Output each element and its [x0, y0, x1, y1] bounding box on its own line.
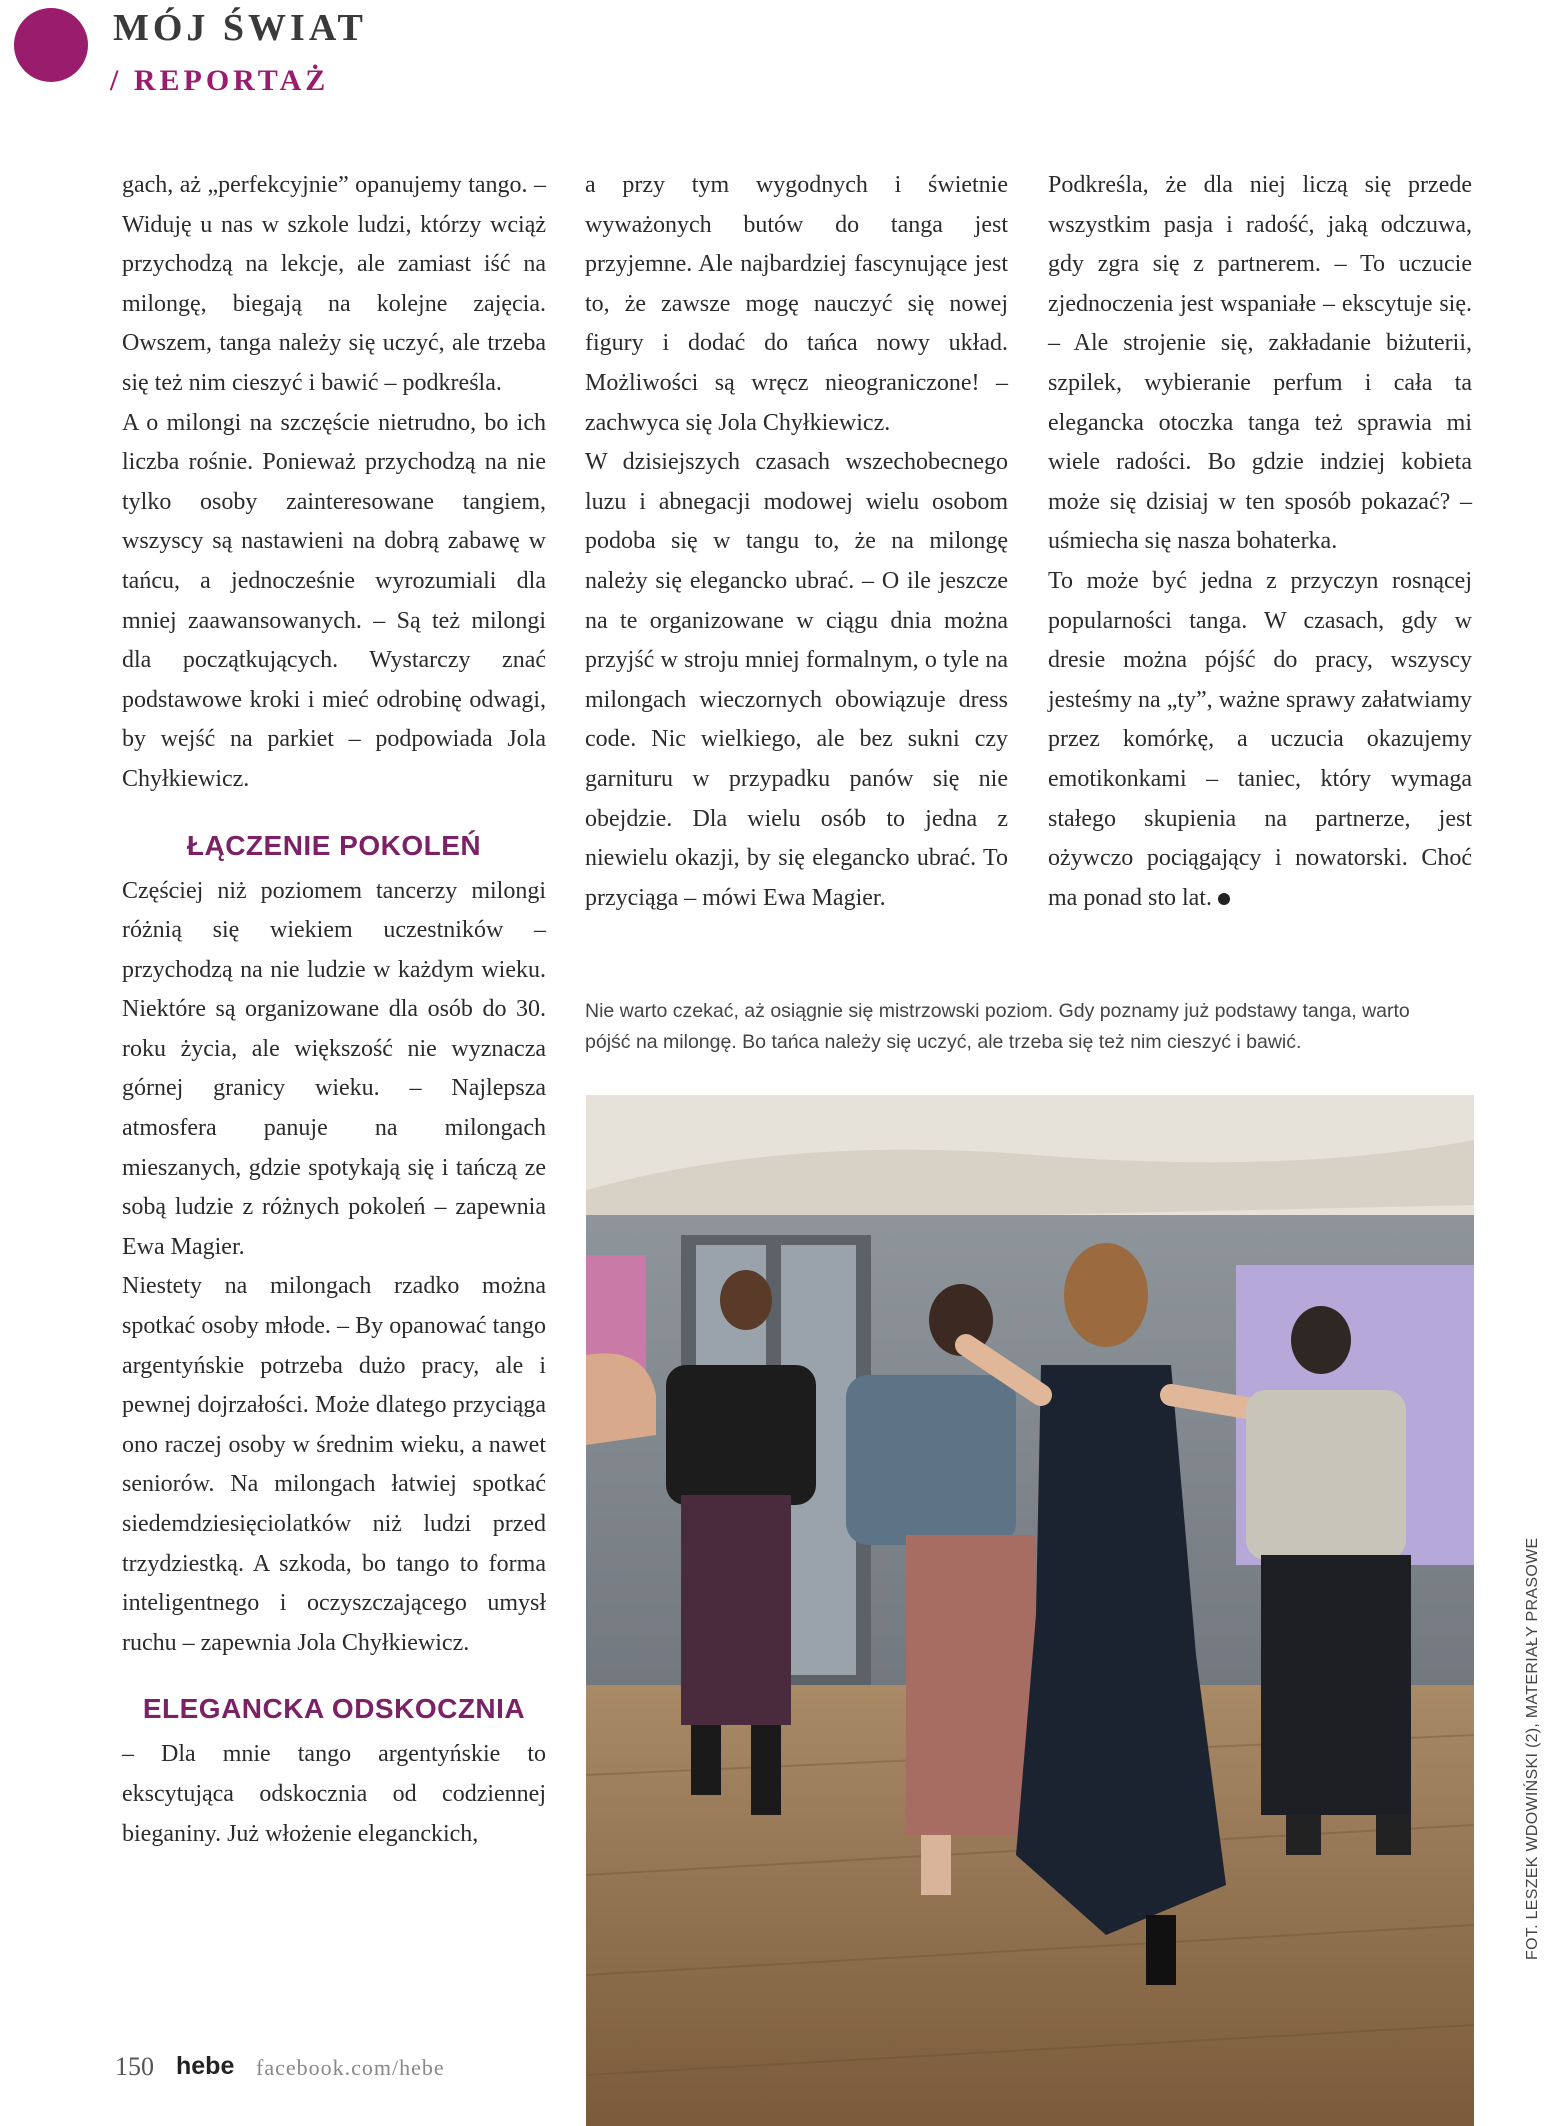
paragraph: a przy tym wygodnych i świetnie wyważonych butów do tanga jest przyjemne. Ale najbardziej fascynujące jest to, że zawsze mogę nauczyć się nowej figury i dodać do tańca nowy układ. Możliwości są wręcz nieograniczone! – zachwyca się Jola Chyłkiewicz.: [585, 172, 1008, 436]
tango-class-photo: [586, 1095, 1474, 2126]
paragraph: Częściej niż poziomem tancerzy milongi różnią się wiekiem uczestników – przychodzą na nie ludzie w każdym wieku. Niektóre są organizowane dla osób do 30. roku życia, ale większość nie wyznacza górnej granicy wieku. – Najlepsza atmosfera panuje na milongach mieszanych, gdzie spotykają się i tańczą ze sobą ludzie z różnych pokoleń – zapewnia Ewa Magier.: [122, 877, 546, 1260]
brand-logo: hebe: [176, 2052, 235, 2080]
article-column-2: [585, 166, 1008, 918]
paragraph: – Dla mnie tango argentyńskie to ekscytująca odskocznia od codziennej bieganiny. Już włożenie eleganckich,: [122, 1741, 546, 1847]
article-column-3: [1048, 166, 1472, 918]
paragraph: Podkreśla, że dla niej liczą się przede wszystkim pasja i radość, jaką odczuwa, gdy zgra się z partnerem. – To uczucie zjednoczenia jest wspaniałe – ekscytuje się. – Ale strojenie się, zakładanie biżuterii, szpilek, wybieranie perfum i cała ta elegancka otoczka tanga też sprawia mi wiele radości. Bo gdzie indziej kobieta może się dzisiaj w ten sposób pokazać? – uśmiecha się nasza bohaterka.: [1048, 172, 1472, 555]
paragraph-text: To może być jedna z przyczyn rosnącej popularności tanga. W czasach, gdy w dresie można pójść do pracy, wszyscy jesteśmy na „ty”, ważne sprawy załatwiamy przez komórkę, a uczucia okazujemy emotikonkami – taniec, który wymaga stałego skupienia na partnerze, jest ożywczo pociągający i nowatorski. Choć ma ponad sto lat.: [1048, 567, 1472, 911]
subheading: ELEGANCKA ODSKOCZNIA: [142, 1693, 526, 1725]
footer-url: facebook.com/hebe: [256, 2055, 445, 2080]
paragraph: Niestety na milongach rzadko można spotkać osoby młode. – By opanować tango argentyńskie potrzeba dużo pracy, ale i pewnej dojrzałości. Może dlatego przyciąga ono raczej osoby w średnim wieku, a nawet seniorów. Na milongach łatwiej spotkać siedemdziesięciolatków niż ludzi przed trzydziestką. A szkoda, bo tango to forma inteligentnego i oczyszczającego umysł ruchu – zapewnia Jola Chyłkiewicz.: [122, 1273, 546, 1656]
section-subtitle: / REPORTAŻ: [110, 64, 330, 97]
paragraph: gach, aż „perfekcyjnie” opanujemy tango. – Widuję u nas w szkole ludzi, którzy wciąż przychodzą na lekcje, ale zamiast iść na milongę, biegają na kolejne zajęcia. Owszem, tanga należy się uczyć, ale trzeba się też nim cieszyć i bawić – podkreśla.: [122, 172, 546, 396]
paragraph: A o milongi na szczęście nietrudno, bo ich liczba rośnie. Ponieważ przychodzą na nie tylko osoby zainteresowane tangiem, wszyscy są nastawieni na dobrą zabawę w tańcu, a jednocześnie wyrozumiali dla mniej zaawansowanych. – Są też milongi dla początkujących. Wystarczy znać podstawowe kroki i mieć odrobinę odwagi, by wejść na parkiet – podpowiada Jola Chyłkiewicz.: [122, 409, 546, 792]
end-mark-icon: [1218, 893, 1230, 905]
subheading: ŁĄCZENIE POKOLEŃ: [186, 829, 482, 861]
section-title: MÓJ ŚWIAT: [113, 7, 367, 49]
photo-caption: Nie warto czekać, aż osiągnie się mistrzowski poziom. Gdy poznamy już podstawy tanga, warto pójść na milongę. Bo tańca należy się uczyć, ale trzeba się też nim cieszyć i bawić.: [585, 1000, 1410, 1053]
paragraph: [1048, 562, 1472, 918]
paragraph: W dzisiejszych czasach wszechobecnego luzu i abnegacji modowej wielu osobom podoba się w tangu to, że na milongę należy się elegancko ubrać. – O ile jeszcze na te organizowane w ciągu dnia można przyjść w stroju mniej formalnym, o tyle na milongach wieczornych obowiązuje dress code. Nic wielkiego, ale bez sukni czy garnituru w przypadku panów się nie obejdzie. Dla wielu osób to jedna z niewielu okazji, by się elegancko ubrać. To przyciąga – mówi Ewa Magier.: [585, 449, 1008, 911]
article-column-1: [122, 166, 546, 1854]
section-dot-icon: [14, 8, 88, 82]
page-number: 150: [115, 2052, 154, 2081]
photo-credit: FOT. LESZEK WDOWIŃSKI (2), MATERIAŁY PRASOWE: [1524, 1537, 1541, 1960]
